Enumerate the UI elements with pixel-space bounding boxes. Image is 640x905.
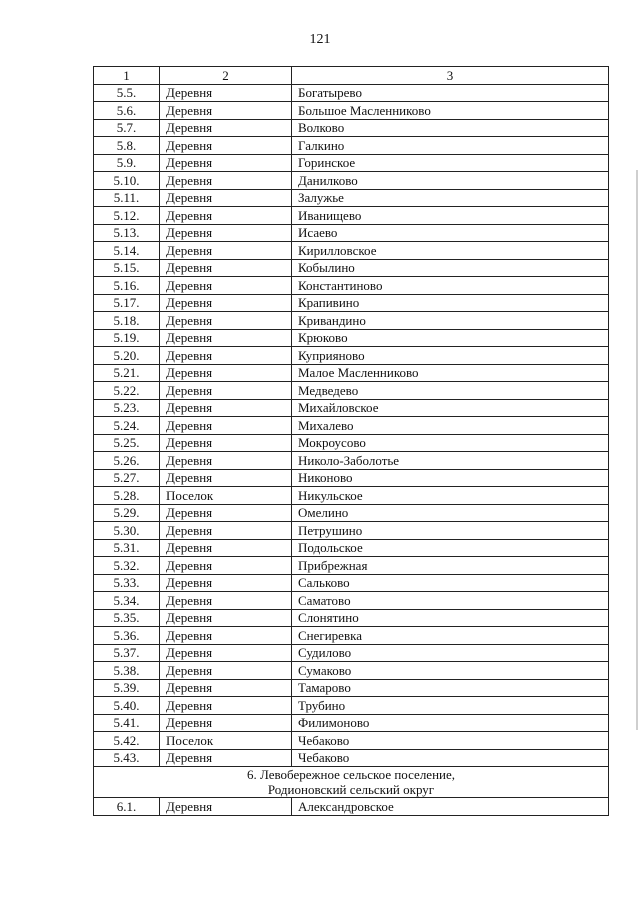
- row-number: 5.18.: [94, 312, 160, 330]
- table-row: [94, 259, 609, 277]
- table-row: [94, 417, 609, 435]
- row-number: 5.11.: [94, 189, 160, 207]
- settlement-type: Деревня: [160, 242, 292, 260]
- row-number: 5.17.: [94, 294, 160, 312]
- settlement-type: Деревня: [160, 154, 292, 172]
- settlement-name: Кривандино: [292, 312, 609, 330]
- settlement-type: Деревня: [160, 364, 292, 382]
- settlement-name: Михайловское: [292, 399, 609, 417]
- row-number: 5.27.: [94, 469, 160, 487]
- settlement-name: Прибрежная: [292, 557, 609, 575]
- settlement-type: Деревня: [160, 592, 292, 610]
- row-number: 6.1.: [94, 798, 160, 816]
- settlement-type: Деревня: [160, 294, 292, 312]
- settlement-type: Деревня: [160, 539, 292, 557]
- table-row: [94, 364, 609, 382]
- settlement-name: Чебаково: [292, 749, 609, 767]
- section-row: [94, 767, 609, 798]
- settlement-type: Деревня: [160, 679, 292, 697]
- table-row: [94, 84, 609, 102]
- table-row: [94, 434, 609, 452]
- settlement-type: Поселок: [160, 487, 292, 505]
- section-heading-line-1: 6. Левобережное сельское поселение,: [246, 767, 456, 782]
- settlement-type: Деревня: [160, 662, 292, 680]
- settlement-name: Трубино: [292, 697, 609, 715]
- row-number: 5.34.: [94, 592, 160, 610]
- settlement-type: Деревня: [160, 644, 292, 662]
- table-row: [94, 224, 609, 242]
- table-row: [94, 294, 609, 312]
- table-row: [94, 749, 609, 767]
- settlement-type: Деревня: [160, 172, 292, 190]
- row-number: 5.5.: [94, 84, 160, 102]
- settlement-name: Крапивино: [292, 294, 609, 312]
- settlement-name: Николо-Заболотье: [292, 452, 609, 470]
- settlement-name: Константиново: [292, 277, 609, 295]
- settlement-type: Деревня: [160, 522, 292, 540]
- table-row: [94, 242, 609, 260]
- settlement-name: Данилково: [292, 172, 609, 190]
- row-number: 5.28.: [94, 487, 160, 505]
- row-number: 5.10.: [94, 172, 160, 190]
- table-row: [94, 154, 609, 172]
- settlement-name: Горинское: [292, 154, 609, 172]
- settlement-type: Деревня: [160, 259, 292, 277]
- settlement-type: Деревня: [160, 224, 292, 242]
- table-row: [94, 469, 609, 487]
- settlements-table: [93, 66, 609, 816]
- table-row: [94, 732, 609, 750]
- table-row: [94, 574, 609, 592]
- settlement-name: Галкино: [292, 137, 609, 155]
- settlement-name: Филимоново: [292, 714, 609, 732]
- settlement-name: Чебаково: [292, 732, 609, 750]
- table-row: [94, 592, 609, 610]
- table-row: [94, 679, 609, 697]
- settlement-type: Деревня: [160, 452, 292, 470]
- settlement-name: Слонятино: [292, 609, 609, 627]
- table-row: [94, 102, 609, 120]
- settlement-type: Деревня: [160, 382, 292, 400]
- settlement-name: Александровское: [292, 798, 609, 816]
- settlement-type: Деревня: [160, 84, 292, 102]
- settlement-rows-section-6: [94, 798, 609, 816]
- row-number: 5.20.: [94, 347, 160, 365]
- settlement-name: Подольское: [292, 539, 609, 557]
- table-row: [94, 172, 609, 190]
- row-number: 5.8.: [94, 137, 160, 155]
- row-number: 5.32.: [94, 557, 160, 575]
- table-row: [94, 539, 609, 557]
- settlement-type: Деревня: [160, 312, 292, 330]
- settlement-name: Никоново: [292, 469, 609, 487]
- settlement-type: Деревня: [160, 417, 292, 435]
- row-number: 5.25.: [94, 434, 160, 452]
- table-row: [94, 557, 609, 575]
- settlement-rows: [94, 84, 609, 767]
- row-number: 5.26.: [94, 452, 160, 470]
- table-row: [94, 312, 609, 330]
- table-row: [94, 399, 609, 417]
- settlement-name: Большое Масленниково: [292, 102, 609, 120]
- table-row: [94, 329, 609, 347]
- settlement-type: Деревня: [160, 347, 292, 365]
- settlement-type: Деревня: [160, 207, 292, 225]
- section-heading: [94, 767, 609, 798]
- table-row: [94, 504, 609, 522]
- row-number: 5.29.: [94, 504, 160, 522]
- page-number: 121: [309, 32, 331, 47]
- settlement-name: Сальково: [292, 574, 609, 592]
- settlement-name: Тамарово: [292, 679, 609, 697]
- settlement-name: Залужье: [292, 189, 609, 207]
- row-number: 5.13.: [94, 224, 160, 242]
- settlement-type: Деревня: [160, 749, 292, 767]
- table-row: [94, 662, 609, 680]
- table-row: [94, 609, 609, 627]
- table-row: [94, 452, 609, 470]
- row-number: 5.42.: [94, 732, 160, 750]
- settlement-type: Деревня: [160, 557, 292, 575]
- table-row: [94, 277, 609, 295]
- scan-edge-shadow: [636, 170, 638, 730]
- settlement-name: Никульское: [292, 487, 609, 505]
- row-number: 5.19.: [94, 329, 160, 347]
- settlement-type: Деревня: [160, 798, 292, 816]
- row-number: 5.31.: [94, 539, 160, 557]
- settlement-name: Исаево: [292, 224, 609, 242]
- row-number: 5.43.: [94, 749, 160, 767]
- row-number: 5.39.: [94, 679, 160, 697]
- row-number: 5.16.: [94, 277, 160, 295]
- settlement-type: Поселок: [160, 732, 292, 750]
- row-number: 5.41.: [94, 714, 160, 732]
- settlement-name: Михалево: [292, 417, 609, 435]
- row-number: 5.15.: [94, 259, 160, 277]
- table-row: [94, 119, 609, 137]
- header-col-2: 2: [160, 67, 292, 85]
- settlement-name: Куприяново: [292, 347, 609, 365]
- table-row: [94, 137, 609, 155]
- settlement-name: Петрушино: [292, 522, 609, 540]
- settlement-type: Деревня: [160, 277, 292, 295]
- row-number: 5.36.: [94, 627, 160, 645]
- settlement-name: Снегиревка: [292, 627, 609, 645]
- row-number: 5.37.: [94, 644, 160, 662]
- section-block: [94, 767, 609, 798]
- row-number: 5.24.: [94, 417, 160, 435]
- settlement-name: Кирилловское: [292, 242, 609, 260]
- settlement-type: Деревня: [160, 609, 292, 627]
- settlement-type: Деревня: [160, 697, 292, 715]
- settlement-type: Деревня: [160, 189, 292, 207]
- row-number: 5.23.: [94, 399, 160, 417]
- header-row: [94, 67, 609, 85]
- settlement-type: Деревня: [160, 119, 292, 137]
- settlement-type: Деревня: [160, 504, 292, 522]
- table-row: [94, 627, 609, 645]
- row-number: 5.22.: [94, 382, 160, 400]
- row-number: 5.35.: [94, 609, 160, 627]
- settlement-name: Иванищево: [292, 207, 609, 225]
- table-row: [94, 644, 609, 662]
- table-row: [94, 522, 609, 540]
- row-number: 5.40.: [94, 697, 160, 715]
- section-heading-line-2: Родионовский сельский округ: [267, 782, 435, 797]
- settlement-type: Деревня: [160, 329, 292, 347]
- row-number: 5.30.: [94, 522, 160, 540]
- row-number: 5.9.: [94, 154, 160, 172]
- row-number: 5.12.: [94, 207, 160, 225]
- table-row: [94, 697, 609, 715]
- row-number: 5.7.: [94, 119, 160, 137]
- row-number: 5.6.: [94, 102, 160, 120]
- row-number: 5.33.: [94, 574, 160, 592]
- row-number: 5.21.: [94, 364, 160, 382]
- table-row: [94, 714, 609, 732]
- table-row: [94, 798, 609, 816]
- settlement-name: Медведево: [292, 382, 609, 400]
- row-number: 5.14.: [94, 242, 160, 260]
- settlement-name: Саматово: [292, 592, 609, 610]
- table-row: [94, 189, 609, 207]
- settlement-type: Деревня: [160, 399, 292, 417]
- table-row: [94, 207, 609, 225]
- table-row: [94, 347, 609, 365]
- table-row: [94, 487, 609, 505]
- row-number: 5.38.: [94, 662, 160, 680]
- settlement-type: Деревня: [160, 434, 292, 452]
- header-col-3: 3: [292, 67, 609, 85]
- settlement-name: Малое Масленниково: [292, 364, 609, 382]
- settlement-type: Деревня: [160, 102, 292, 120]
- header-col-1: 1: [94, 67, 160, 85]
- settlement-type: Деревня: [160, 627, 292, 645]
- settlement-name: Сумаково: [292, 662, 609, 680]
- settlement-name: Кобылино: [292, 259, 609, 277]
- table-row: [94, 382, 609, 400]
- settlement-name: Волково: [292, 119, 609, 137]
- settlement-name: Омелино: [292, 504, 609, 522]
- settlement-name: Судилово: [292, 644, 609, 662]
- settlement-name: Богатырево: [292, 84, 609, 102]
- settlement-name: Мокроусово: [292, 434, 609, 452]
- settlement-type: Деревня: [160, 137, 292, 155]
- settlement-type: Деревня: [160, 714, 292, 732]
- settlement-type: Деревня: [160, 469, 292, 487]
- settlement-name: Крюково: [292, 329, 609, 347]
- settlement-type: Деревня: [160, 574, 292, 592]
